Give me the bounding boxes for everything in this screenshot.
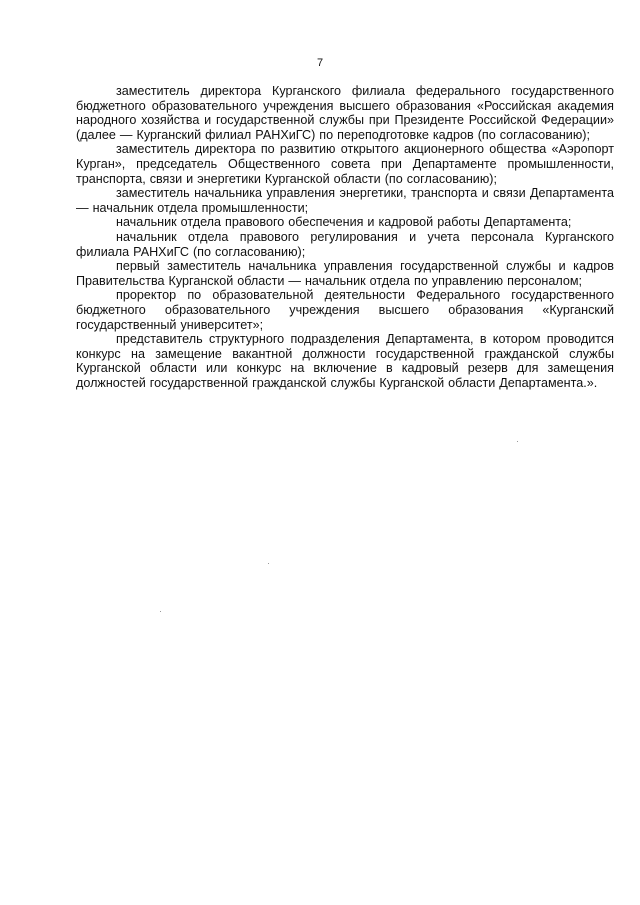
paragraph-legal-dept-head: начальник отдела правового обеспечения и кадровой работы Департамента; <box>116 215 572 230</box>
paragraph-ranepa-legal-head: начальник отдела правового регулирования и учета персонала Курганского филиала РАНХиГС (по согласованию); <box>76 229 614 259</box>
paragraph-ranepa-deputy-director: заместитель директора Курганского филиала федерального государственного бюджетного образовательного учреждения высшего образования «Российская академия народного хозяйства и государственной службы при Президенте Российской Федерации» (далее — Курганский филиал РАНХиГС) по переподготовке кадров (по согласованию); <box>76 84 614 142</box>
paragraph-department-representative: представитель структурного подразделения Департамента, в котором проводится конкурс на замещение вакантной должности государственной гражданской службы Курганской области или конкурс на включение в кадровый резерв для замещения должностей государственной гражданской службы Курганской области Департамента.». <box>76 332 614 390</box>
paragraph-energy-deputy-head: заместитель начальника управления энергетики, транспорта и связи Департамента — начальник отдела промышленности; <box>76 186 614 215</box>
paragraph-airport-deputy-director: заместитель директора по развитию открытого акционерного общества «Аэропорт Курган», председатель Общественного совета при Департаменте промышленности, транспорта, связи и энергетики Курганской области (по согласованию); <box>76 142 614 186</box>
paragraph-university-vice-rector: проректор по образовательной деятельности Федерального государственного бюджетного образовательного учреждения высшего образования «Курганский государственный университет»; <box>76 288 614 332</box>
scan-speck <box>160 611 161 612</box>
scan-speck <box>517 441 518 442</box>
page-number: 7 <box>316 57 324 69</box>
scan-speck <box>268 563 269 564</box>
document-body <box>76 84 614 390</box>
paragraph-civil-service-deputy: первый заместитель начальника управления государственной службы и кадров Правительства Курганской области — начальник отдела по управлению персоналом; <box>76 259 614 288</box>
